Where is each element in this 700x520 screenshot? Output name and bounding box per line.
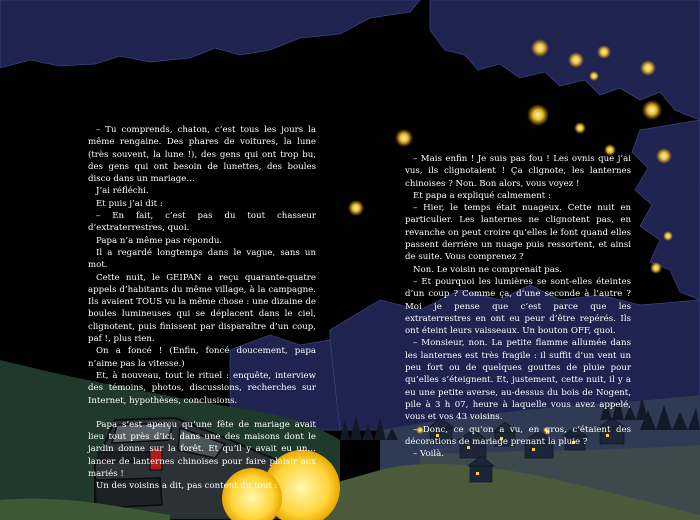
paragraph: – Tu comprends, chaton, c’est tous les jours la même rengaine. Des phares de voitures, la lune (très souvent, la lune !), des gens qui ont trop bu, des gens qui ont besoin de lunettes, des boules disco dans un mariage… <box>88 125 316 185</box>
paragraph: Il a regardé longtemps dans le vague, sans un mot. <box>88 247 316 271</box>
paragraph: – Mais enfin ! Je suis pas fou ! Les ovnis que j’ai vus, ils clignotaient ! Ça clignote, les lanternes chinoises ? Non. Bon alors, vous voyez ! <box>405 154 631 189</box>
paragraph: Cette nuit, le GEIPAN a reçu quarante-quatre appels d’habitants du même village, à la campagne. Ils avaient TOUS vu la même chose : une dizaine de boules lumineuses qui se déplacent dans le ciel, clignotent, puis finissent par disparaître d’un coup, paf !, plus rien. <box>88 272 316 345</box>
paragraph: Et papa a expliqué calmement : <box>413 190 551 201</box>
paragraph: – Hier, le temps était nuageux. Cette nuit en particulier. Les lanternes ne clignotent pas, en revanche on peut croire qu’elles le font quand elles passent derrière un nuage puis ressortent, et ainsi de suite. Vous comprenez ? <box>405 203 631 263</box>
paragraph: – Donc, ce qu’on a vu, en gros, c’étaient des décorations de mariage prenant la pluie ? <box>405 424 631 447</box>
paragraph: – Voilà. <box>413 449 444 460</box>
paragraph: – Monsieur, non. La petite flamme allumée dans les lanternes est très fragile : il suffit d’un vent un peu fort ou de quelques gouttes de pluie pour qu’elles s’éteignent. Et, justement, cette nuit, il y a eu une petite averse, au-dessus du bois de Nogent, pile à 3 h 07, heure à laquelle vous avez appelé, vous et vos 43 voisins. <box>405 338 631 423</box>
paragraph: Et puis j’ai dit : <box>96 198 163 209</box>
paragraph: Et, à nouveau, tout le rituel : enquête, interview des témoins, photos, discussions, recherches sur Internet, hypothèses, conclusions. <box>88 370 316 406</box>
paragraph: Non. Le voisin ne comprenait pas. <box>413 264 562 275</box>
right-text-column <box>405 153 631 460</box>
paragraph: Un des voisins a dit, pas content du tout : <box>96 481 278 492</box>
paragraph: – En fait, c’est pas du tout chasseur d’extraterrestres, quoi. <box>88 211 316 234</box>
left-text-column <box>88 124 316 493</box>
paragraph: Papa s’est aperçu qu’une fête de mariage avait lieu tout près d’ici, dans une des maisons dont le jardin donne sur la forêt. Et qu’il y avait eu un… lancer de lanternes chinoises pour faire plaisir aux mariés ! <box>88 419 316 480</box>
paragraph: Papa n’a même pas répondu. <box>96 235 223 246</box>
paragraph: – Et pourquoi les lumières se sont-elles éteintes d’un coup ? Comme ça, d’une seconde à l’autre ? Moi je pense que c’est parce que les extraterrestres en ont eu peur d’être repérés. Ils ont éteint leurs vaisseaux. Un bouton OFF, quoi. <box>405 276 631 337</box>
paragraph: On a foncé ! (Enfin, foncé doucement, papa n’aime pas la vitesse.) <box>88 346 316 369</box>
paragraph: J’ai réfléchi. <box>96 186 149 197</box>
